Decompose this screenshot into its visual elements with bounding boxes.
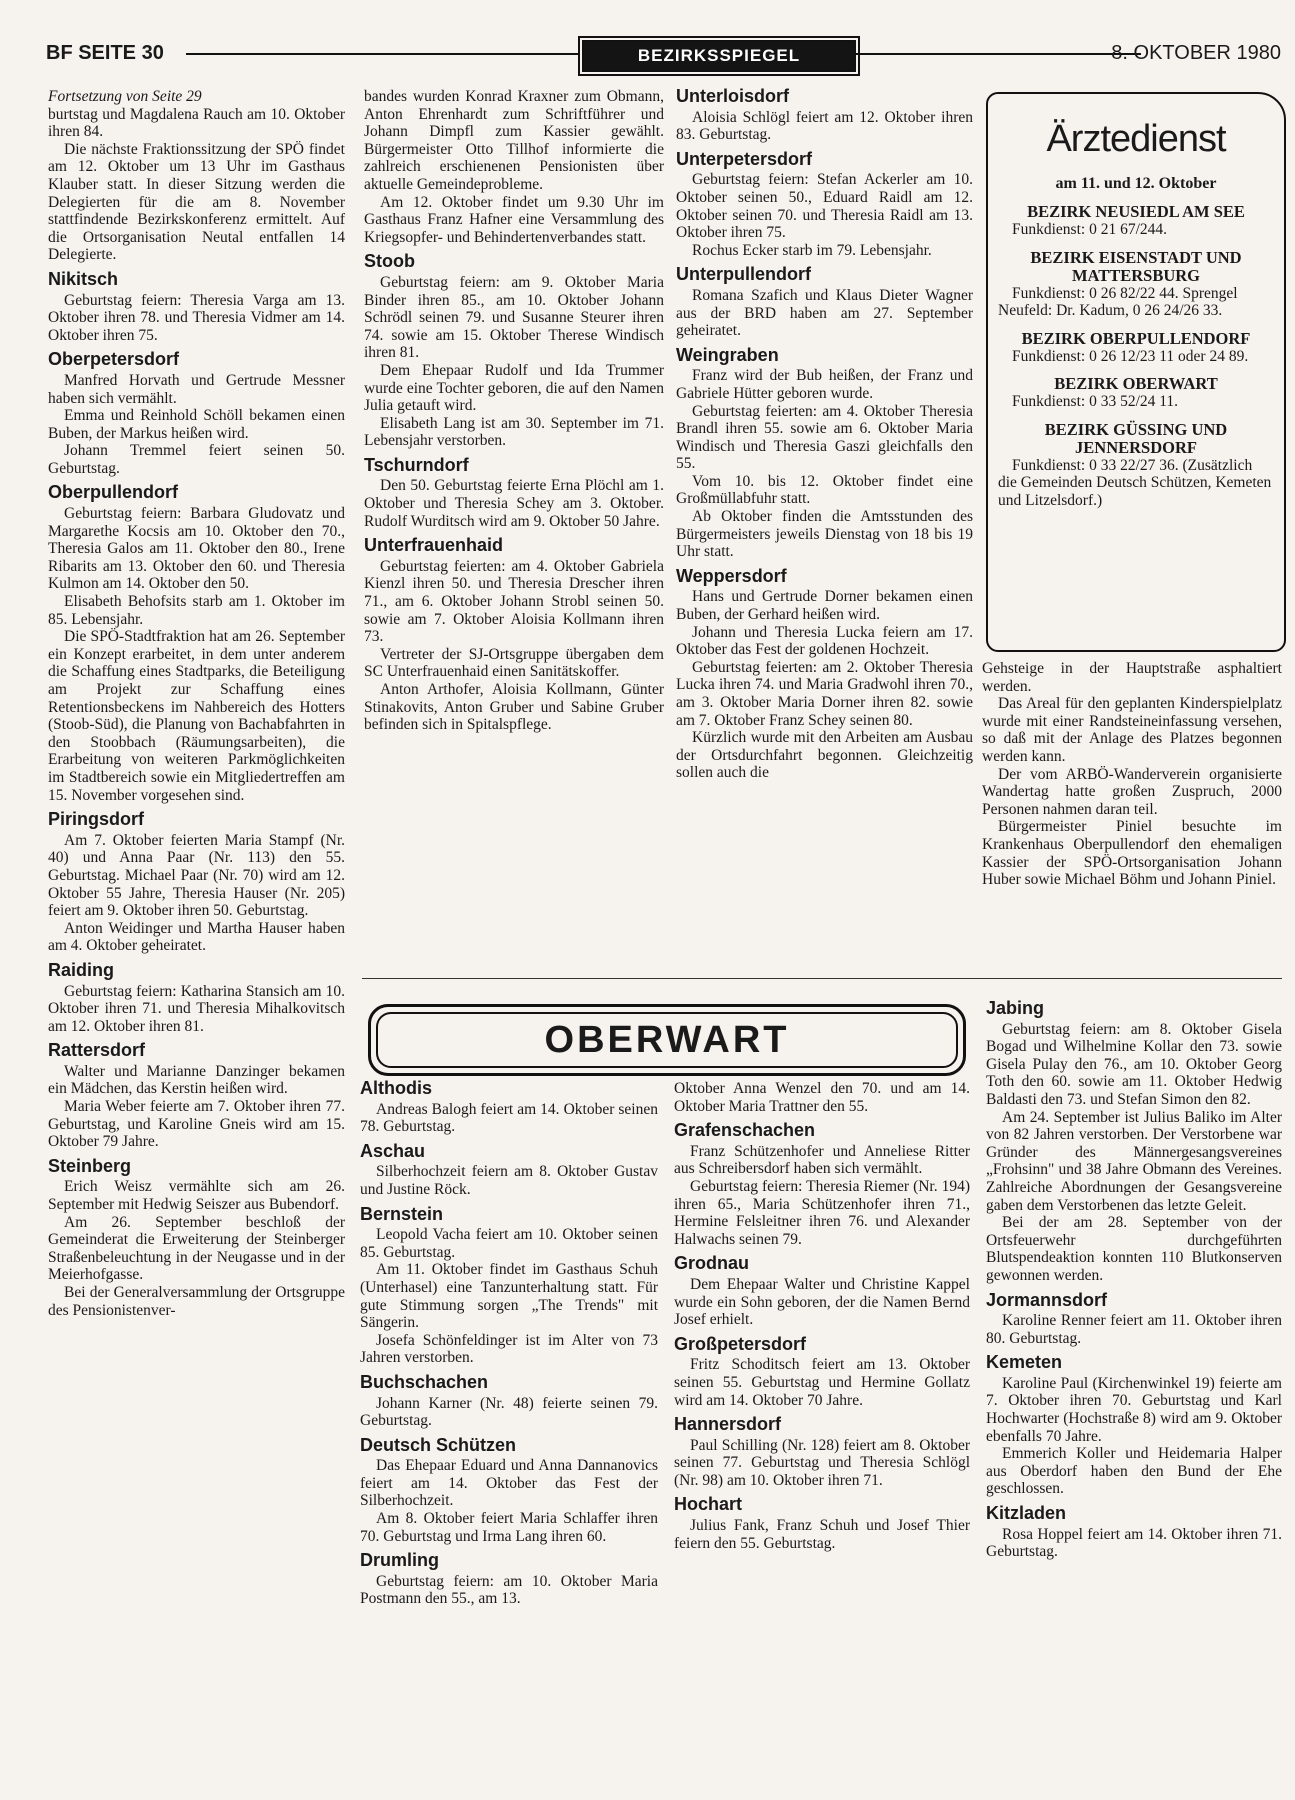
- heading-althodis: Althodis: [360, 1078, 432, 1098]
- paragraph: Am 12. Oktober findet um 9.30 Uhr im Gasthaus Franz Hafner eine Versammlung des Kriegsopfer- und Behindertenverbandes statt.: [364, 193, 664, 246]
- heading-kitzladen: Kitzladen: [986, 1503, 1067, 1524]
- page-number: BF SEITE 30: [46, 42, 164, 64]
- paragraph: Elisabeth Behofsits starb am 1. Oktober im 85. Lebensjahr.: [48, 593, 345, 628]
- paragraph: Emmerich Koller und Heidemaria Halper aus Oberdorf haben den Bund der Ehe geschlossen.: [986, 1445, 1282, 1498]
- heading-raiding: Raiding: [48, 959, 114, 980]
- paragraph: Am 26. September beschloß der Gemeinderat die Erweiterung der Steinberger Straßenbeleuchtung in der Neugasse und in der Meierhofgasse.: [48, 1213, 345, 1284]
- heading-aschau: Aschau: [360, 1140, 426, 1161]
- heading-grodnau: Grodnau: [674, 1253, 749, 1274]
- paragraph: Franz wird der Bub heißen, der Franz und Gabriele Hütter geboren wurde.: [676, 367, 973, 402]
- paragraph: Erich Weisz vermählte sich am 26. September mit Hedwig Seiszer aus Bubendorf.: [48, 1178, 345, 1214]
- paragraph: Johann und Theresia Lucka feiern am 17. Oktober das Fest der goldenen Hochzeit.: [676, 623, 973, 659]
- heading-unterpullendorf: Unterpullendorf: [676, 264, 811, 285]
- paragraph: Walter und Marianne Danzinger bekamen ein Mädchen, das Kerstin heißen wird.: [48, 1062, 345, 1098]
- paragraph: Aloisia Schlögl feiert am 12. Oktober ihren 83. Geburtstag.: [676, 108, 973, 144]
- heading-hochart: Hochart: [674, 1494, 743, 1515]
- heading-grosspetersdorf: Großpetersdorf: [674, 1333, 807, 1354]
- paragraph: Das Ehepaar Eduard und Anna Dannanovics feiert am 14. Oktober das Fest der Silberhochzeit.: [360, 1457, 658, 1510]
- district-heading: BEZIRK EISENSTADT UND MATTERSBURG: [1030, 247, 1242, 285]
- oberwart-column-1: [360, 1080, 658, 1608]
- paragraph: bandes wurden Konrad Kraxner zum Obmann, Anton Ehrenhardt zum Schriftführer und Johann Dimpfl zum Kassier gewählt. Bürgermeister Otto Tillhof informierte die zahlreich erschienenen Pensionisten über aktuelle Gemeindeprobleme.: [364, 88, 664, 193]
- column-2: [364, 88, 664, 734]
- paragraph: Ab Oktober finden die Amtsstunden des Bürgermeisters jeweils Dienstag von 18 bis 19 Uhr statt.: [676, 508, 973, 561]
- section-title: BEZIRKSSPIEGEL: [582, 40, 856, 72]
- heading-weingraben: Weingraben: [676, 344, 779, 365]
- paragraph: Bei der am 28. September von der Ortsfeuerwehr durchgeführten Blutspendeaktion konnten 110 Blutkonserven gewonnen werden.: [986, 1214, 1282, 1284]
- heading-steinberg: Steinberg: [48, 1155, 132, 1176]
- aerztedienst-box: [986, 92, 1286, 652]
- heading-tschurndorf: Tschurndorf: [364, 454, 469, 475]
- paragraph: Emma und Reinhold Schöll bekamen einen Buben, der Markus heißen wird.: [48, 407, 345, 442]
- paragraph: Gehsteige in der Hauptstraße asphaltiert werden.: [982, 660, 1282, 695]
- heading-oberpullendorf: Oberpullendorf: [48, 482, 178, 503]
- paragraph: Hans und Gertrude Dorner bekamen einen Buben, der Gerhard heißen wird.: [676, 588, 973, 624]
- aerztedienst-title: Ärztedienst: [1046, 118, 1226, 160]
- district-heading: BEZIRK OBERPULLENDORF: [1021, 328, 1251, 348]
- paragraph: Geburtstag feiern: am 10. Oktober Maria Postmann den 55., am 13.: [360, 1572, 658, 1608]
- paragraph: Der vom ARBÖ-Wanderverein organisierte Wandertag hatte großen Zuspruch, 2000 Personen nahmen daran teil.: [982, 765, 1282, 818]
- paragraph: Julius Fank, Franz Schuh und Josef Thier feiern den 55. Geburtstag.: [674, 1517, 970, 1552]
- heading-hannersdorf: Hannersdorf: [674, 1414, 782, 1435]
- heading-unterloisdorf: Unterloisdorf: [676, 86, 790, 106]
- radio-service: Funkdienst: 0 33 22/27 36. (Zusätzlich die Gemeinden Deutsch Schützen, Kemeten und Litzelsdorf.): [998, 456, 1272, 509]
- paragraph: Oktober Anna Wenzel den 70. und am 14. Oktober Maria Trattner den 55.: [674, 1080, 970, 1115]
- oberwart-banner: [368, 1004, 966, 1076]
- paragraph: Geburtstag feiern: Barbara Gludovatz und Margarethe Kocsis am 10. Oktober den 70., Theresia Galos am 11. Oktober den 80., Irene Ribarits am 13. Oktober den 60. und Theresia Kulmon am 14. Oktober den 50.: [48, 505, 345, 593]
- paragraph: Geburtstag feiern: am 9. Oktober Maria Binder ihren 85., am 10. Oktober Johann Schrödl seinen 79. und Susanne Steurer ihren 74. sowie am 15. Oktober Therese Windisch ihren 81.: [364, 273, 664, 362]
- oberwart-banner-title: OBERWART: [376, 1012, 958, 1068]
- header-rule-left: [186, 53, 580, 55]
- paragraph: Paul Schilling (Nr. 128) feiert am 8. Oktober seinen 77. Geburtstag und Theresia Schlögl (Nr. 98) am 10. Oktober ihren 71.: [674, 1436, 970, 1489]
- aerztedienst-dates: am 11. und 12. Oktober: [1055, 175, 1217, 192]
- heading-stoob: Stoob: [364, 251, 415, 272]
- continuation-note: Fortsetzung von Seite 29: [48, 88, 202, 105]
- paragraph: Dem Ehepaar Rudolf und Ida Trummer wurde eine Tochter geboren, die auf den Namen Julia getauft wird.: [364, 361, 664, 415]
- heading-jabing: Jabing: [986, 998, 1045, 1018]
- paragraph: Kürzlich wurde mit den Arbeiten am Ausbau der Ortsdurchfahrt begonnen. Gleichzeitig sollen auch die: [676, 729, 973, 782]
- paragraph: Am 24. September ist Julius Baliko im Alter von 82 Jahren verstorben. Der Verstorbene war Gründer des Männergesangsvereines „Frohsinn" und 38 Jahre Obmann des Vereines. Zahlreiche Abordnungen der Gesangsvereine gaben dem Verstorbenen das letzte Geleit.: [986, 1108, 1282, 1214]
- paragraph: Geburtstag feiern: Stefan Ackerler am 10. Oktober seinen 50., Eduard Raidl am 12. Oktober seinen 70. und Theresia Raidl am 13. Oktober ihren 75.: [676, 171, 973, 242]
- paragraph: Am 11. Oktober findet im Gasthaus Schuh (Unterhasel) eine Tanzunterhaltung statt. Für gute Stimmung sorgen „The Trends" mit Sängerin.: [360, 1261, 658, 1332]
- paragraph: Josefa Schönfeldinger ist im Alter von 73 Jahren verstorben.: [360, 1331, 658, 1367]
- paragraph: Die SPÖ-Stadtfraktion hat am 26. September ein Konzept erarbeitet, in dem unter anderem die Schaffung eines Stadtparks, die Beteiligung am Projekt zur Schaffung eines Retentionsbeckens im Nahbereich des Hotters (Stoob-Süd), die Planung von Bachabfahrten in den Stoobbach (Räumungsarbeiten), die Erarbeitung von weiteren Parkmöglichkeiten im Stadtbereich sowie ein Mitgliedertreffen am 15. November vorgesehen sind.: [48, 628, 345, 804]
- heading-piringsdorf: Piringsdorf: [48, 809, 145, 830]
- issue-date: 8. OKTOBER 1980: [1111, 42, 1281, 64]
- heading-unterpetersdorf: Unterpetersdorf: [676, 148, 813, 169]
- paragraph: Vom 10. bis 12. Oktober findet eine Großmüllabfuhr statt.: [676, 472, 973, 508]
- heading-nikitsch: Nikitsch: [48, 268, 119, 289]
- paragraph: Vertreter der SJ-Ortsgruppe übergaben dem SC Unterfrauenhaid einen Sanitätskoffer.: [364, 645, 664, 681]
- heading-buchschachen: Buchschachen: [360, 1371, 489, 1392]
- paragraph: Geburtstag feiern: Theresia Varga am 13. Oktober ihren 78. und Theresia Vidmer am 14. Oktober ihren 75.: [48, 291, 345, 344]
- heading-bernstein: Bernstein: [360, 1203, 444, 1224]
- paragraph: Geburtstag feiern: am 8. Oktober Gisela Bogad und Wilhelmine Kollar den 73. sowie Gisela Pulay den 76., am 10. Oktober Georg Toth den 60. sowie am 11. Oktober Hedwig Baldasti den 73. und Stefan Simon den 82.: [986, 1020, 1282, 1108]
- district-heading: BEZIRK OBERWART: [1054, 374, 1218, 393]
- heading-weppersdorf: Weppersdorf: [676, 565, 787, 586]
- paragraph: Am 7. Oktober feierten Maria Stampf (Nr. 40) und Anna Paar (Nr. 113) den 55. Geburtstag. Michael Paar (Nr. 70) wird am 12. Oktober 55 Jahre, Theresia Hauser (Nr. 205) feiert am 9. Oktober ihren 50. Geburtstag.: [48, 831, 345, 920]
- paragraph: Dem Ehepaar Walter und Christine Kappel wurde ein Sohn geboren, der die Namen Bernd Josef erhielt.: [674, 1275, 970, 1329]
- column-4: [982, 660, 1282, 889]
- header-rule-right: [856, 53, 1141, 55]
- paragraph: Am 8. Oktober feiert Maria Schlaffer ihren 70. Geburtstag und Irma Lang ihren 60.: [360, 1510, 658, 1545]
- heading-kemeten: Kemeten: [986, 1352, 1063, 1373]
- radio-service: Funkdienst: 0 26 12/23 11 oder 24 89.: [1012, 347, 1249, 365]
- paragraph: Andreas Balogh feiert am 14. Oktober seinen 78. Geburtstag.: [360, 1100, 658, 1136]
- paragraph: Anton Weidinger und Martha Hauser haben am 4. Oktober geheiratet.: [48, 919, 345, 955]
- heading-jormannsdorf: Jormannsdorf: [986, 1289, 1108, 1310]
- paragraph: Manfred Horvath und Gertrude Messner haben sich vermählt.: [48, 371, 345, 407]
- paragraph: Das Areal für den geplanten Kinderspielplatz wurde mit einer Randsteineinfassung versehen, so daß mit der Anlage des Platzes begonnen werden kann.: [982, 695, 1282, 765]
- page-header: [46, 40, 1281, 74]
- paragraph: Geburtstag feierten: am 4. Oktober Theresia Brandl ihren 55. sowie am 6. Oktober Maria Windisch und Theresia Gaszi gleichfalls den 55.: [676, 402, 973, 473]
- paragraph: Johann Tremmel feiert seinen 50. Geburtstag.: [48, 442, 345, 477]
- heading-grafenschachen: Grafenschachen: [674, 1120, 816, 1141]
- paragraph: Rochus Ecker starb im 79. Lebensjahr.: [692, 241, 932, 259]
- paragraph: Bürgermeister Piniel besuchte im Krankenhaus Oberpullendorf den ehemaligen Kassier der SPÖ-Ortsorganisation Johann Huber sowie Michael Böhm und Johann Piniel.: [982, 818, 1282, 889]
- paragraph: Fritz Schoditsch feiert am 13. Oktober seinen 55. Geburtstag und Hermine Gollatz wird am 14. Oktober 70 Jahre.: [674, 1356, 970, 1409]
- paragraph: Silberhochzeit feiern am 8. Oktober Gustav und Justine Röck.: [360, 1163, 658, 1198]
- paragraph: Elisabeth Lang ist am 30. September im 71. Lebensjahr verstorben.: [364, 414, 664, 450]
- paragraph: Den 50. Geburtstag feierte Erna Plöchl am 1. Oktober und Theresia Schey am 3. Oktober. Rudolf Wurditsch wird am 9. Oktober 50 Jahre.: [364, 477, 664, 530]
- paragraph: Johann Karner (Nr. 48) feierte seinen 79. Geburtstag.: [360, 1394, 658, 1430]
- paragraph: burtstag und Magdalena Rauch am 10. Oktober ihren 84.: [48, 105, 345, 141]
- paragraph: Bei der Generalversammlung der Ortsgruppe des Pensionistenver-: [48, 1284, 345, 1319]
- paragraph: Geburtstag feiern: Katharina Stansich am 10. Oktober ihren 71. und Theresia Mihalkovitsch am 12. Oktober ihren 81.: [48, 982, 345, 1035]
- paragraph: Anton Arthofer, Aloisia Kollmann, Günter Stinakovits, Anton Gruber und Sabine Gruber befinden sich in Spitalspflege.: [364, 681, 664, 734]
- paragraph: Maria Weber feierte am 7. Oktober ihren 77. Geburtstag, und Karoline Gneis wird am 15. Oktober 79 Jahre.: [48, 1098, 345, 1151]
- heading-oberpetersdorf: Oberpetersdorf: [48, 349, 180, 370]
- radio-service: Funkdienst: 0 26 82/22 44. Sprengel Neufeld: Dr. Kadum, 0 26 24/26 33.: [998, 284, 1238, 319]
- column-1: [48, 88, 345, 1319]
- district-heading: BEZIRK NEUSIEDL AM SEE: [1027, 202, 1245, 221]
- paragraph: Rosa Hoppel feiert am 14. Oktober ihren 71. Geburtstag.: [986, 1525, 1282, 1561]
- paragraph: Karoline Paul (Kirchenwinkel 19) feierte am 7. Oktober ihren 70. Geburtstag und Karl Hochwarter (Hochstraße 8) wird am 9. Oktober ebenfalls 70 Jahre.: [986, 1374, 1282, 1445]
- radio-service: Funkdienst: 0 33 52/24 11.: [1012, 393, 1179, 410]
- paragraph: Geburtstag feiern: Theresia Riemer (Nr. 194) ihren 65., Maria Schützenhofer ihren 71., Hermine Felsleitner ihren 76. und Alexander Halwachs seinen 79.: [674, 1177, 970, 1248]
- heading-unterfrauenhaid: Unterfrauenhaid: [364, 535, 504, 556]
- heading-rattersdorf: Rattersdorf: [48, 1040, 146, 1061]
- column-3: [676, 88, 973, 782]
- paragraph: Franz Schützenhofer und Anneliese Ritter aus Schreibersdorf haben sich vermählt.: [674, 1142, 970, 1178]
- heading-deutsch-schuetzen: Deutsch Schützen: [360, 1434, 517, 1455]
- paragraph: Leopold Vacha feiert am 10. Oktober seinen 85. Geburtstag.: [360, 1226, 658, 1261]
- paragraph: Karoline Renner feiert am 11. Oktober ihren 80. Geburtstag.: [986, 1312, 1282, 1347]
- district-heading: BEZIRK GÜSSING UND JENNERSDORF: [1044, 419, 1228, 457]
- oberwart-column-3: [986, 1000, 1282, 1561]
- radio-service: Funkdienst: 0 21 67/244.: [1012, 221, 1168, 238]
- heading-drumling: Drumling: [360, 1550, 439, 1571]
- oberwart-column-2: [674, 1080, 970, 1552]
- paragraph: Geburtstag feierten: am 2. Oktober Theresia Lucka ihren 74. und Maria Gradwohl ihren 70., am 3. Oktober Maria Dorner ihren 82. sowie am 7. Oktober Franz Schey seinen 80.: [676, 658, 973, 729]
- paragraph: Geburtstag feierten: am 4. Oktober Gabriela Kienzl ihren 50. und Theresia Drescher ihren 71., am 6. Oktober Johann Strobl seinen 50. sowie am 7. Oktober Aloisia Kollmann ihren 73.: [364, 557, 664, 646]
- paragraph: Romana Szafich und Klaus Dieter Wagner aus der BRD haben am 27. September geheiratet.: [676, 286, 973, 340]
- section-divider: [362, 978, 1282, 979]
- paragraph: Die nächste Fraktionssitzung der SPÖ findet am 12. Oktober um 13 Uhr im Gasthaus Klauber statt. In dieser Sitzung werden die Delegierten für die am 8. November stattfindende Bezirkskonferenz ermittelt. Auf die Ortsorganisation Neutal entfallen 14 Delegierte.: [48, 140, 345, 264]
